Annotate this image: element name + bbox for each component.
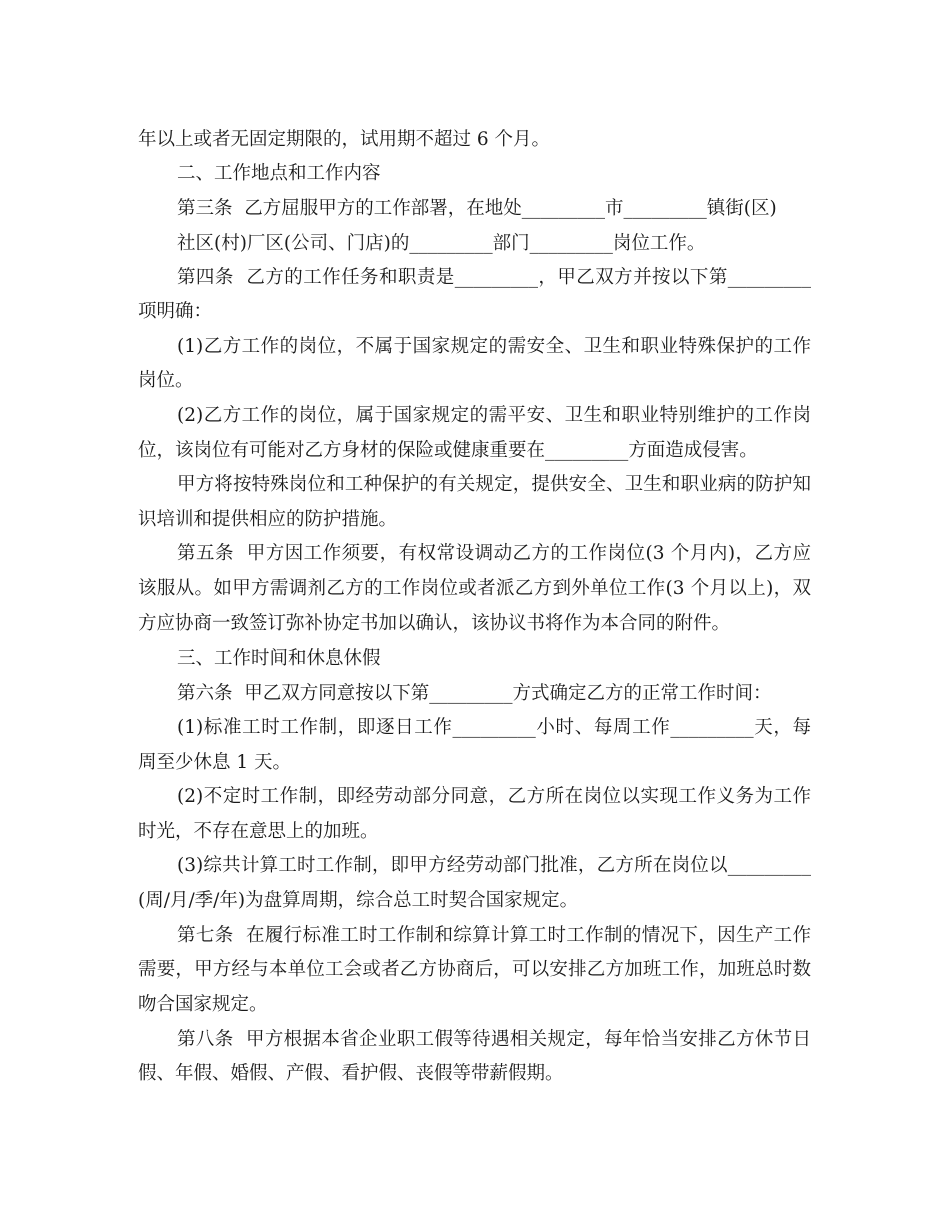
text-line: (周/月/季/年)为盘算周期，综合总工时契合国家规定。 [138, 890, 579, 911]
text-line: 识培训和提供相应的防护措施。 [138, 509, 398, 530]
text-line: 甲方将按特殊岗位和工种保护的有关规定，提供安全、卫生和职业病的防护知 [177, 474, 811, 495]
text-line: 第五条 甲方因工作须要，有权常设调动乙方的工作岗位(3 个月内)，乙方应 [177, 543, 811, 564]
text-line: (1)乙方工作的岗位，不属于国家规定的需安全、卫生和职业特殊保护的工作 [177, 336, 811, 357]
text-line: 第七条 在履行标准工时工作制和综算计算工时工作制的情况下，因生产工作 [177, 925, 811, 946]
text-line: 岗位。 [138, 370, 194, 391]
text-line: 第八条 甲方根据本省企业职工假等待遇相关规定，每年恰当安排乙方休节日 [177, 1029, 811, 1050]
text-line: 时光，不存在意思上的加班。 [138, 821, 379, 842]
text-line: 年以上或者无固定期限的，试用期不超过 6 个月。 [138, 129, 551, 150]
text-line: (1)标准工时工作制，即逐日工作_________小时、每周工作_________天，每 [177, 717, 811, 738]
text-line: (2)不定时工作制，即经劳动部分同意，乙方所在岗位以实现工作义务为工作 [177, 786, 811, 807]
text-line: 第三条 乙方屈服甲方的工作部署，在地处_________市_________镇街(区) [177, 198, 777, 219]
text-line: 社区(村)厂区(公司、门店)的_________部门_________岗位工作。 [177, 233, 706, 254]
text-line: 方应协商一致签订弥补协定书加以确认，该协议书将作为本合同的附件。 [138, 613, 731, 634]
text-line: 第四条 乙方的工作任务和职责是_________，甲乙双方并按以下第_________ [177, 267, 811, 288]
text-line: (3)综共计算工时工作制，即甲方经劳动部门批准，乙方所在岗位以_________ [177, 855, 811, 876]
text-line: 项明确： [138, 301, 213, 322]
text-line: 三、工作时间和休息休假 [177, 648, 381, 669]
text-line: 第六条 甲乙双方同意按以下第_________方式确定乙方的正常工作时间： [177, 683, 772, 704]
text-line: 该服从。如甲方需调剂乙方的工作岗位或者派乙方到外单位工作(3 个月以上)，双 [138, 578, 811, 599]
text-line: (2)乙方工作的岗位，属于国家规定的需平安、卫生和职业特别维护的工作岗 [177, 405, 811, 426]
text-line: 需要，甲方经与本单位工会或者乙方协商后，可以安排乙方加班工作，加班总时数 [138, 959, 811, 980]
text-line: 假、年假、婚假、产假、看护假、丧假等带薪假期。 [138, 1063, 564, 1084]
text-line: 位，该岗位有可能对乙方身材的保险或健康重要在_________方面造成侵害。 [138, 440, 758, 461]
text-line: 周至少休息 1 天。 [138, 752, 292, 773]
text-line: 二、工作地点和工作内容 [177, 163, 381, 184]
text-line: 吻合国家规定。 [138, 994, 268, 1015]
